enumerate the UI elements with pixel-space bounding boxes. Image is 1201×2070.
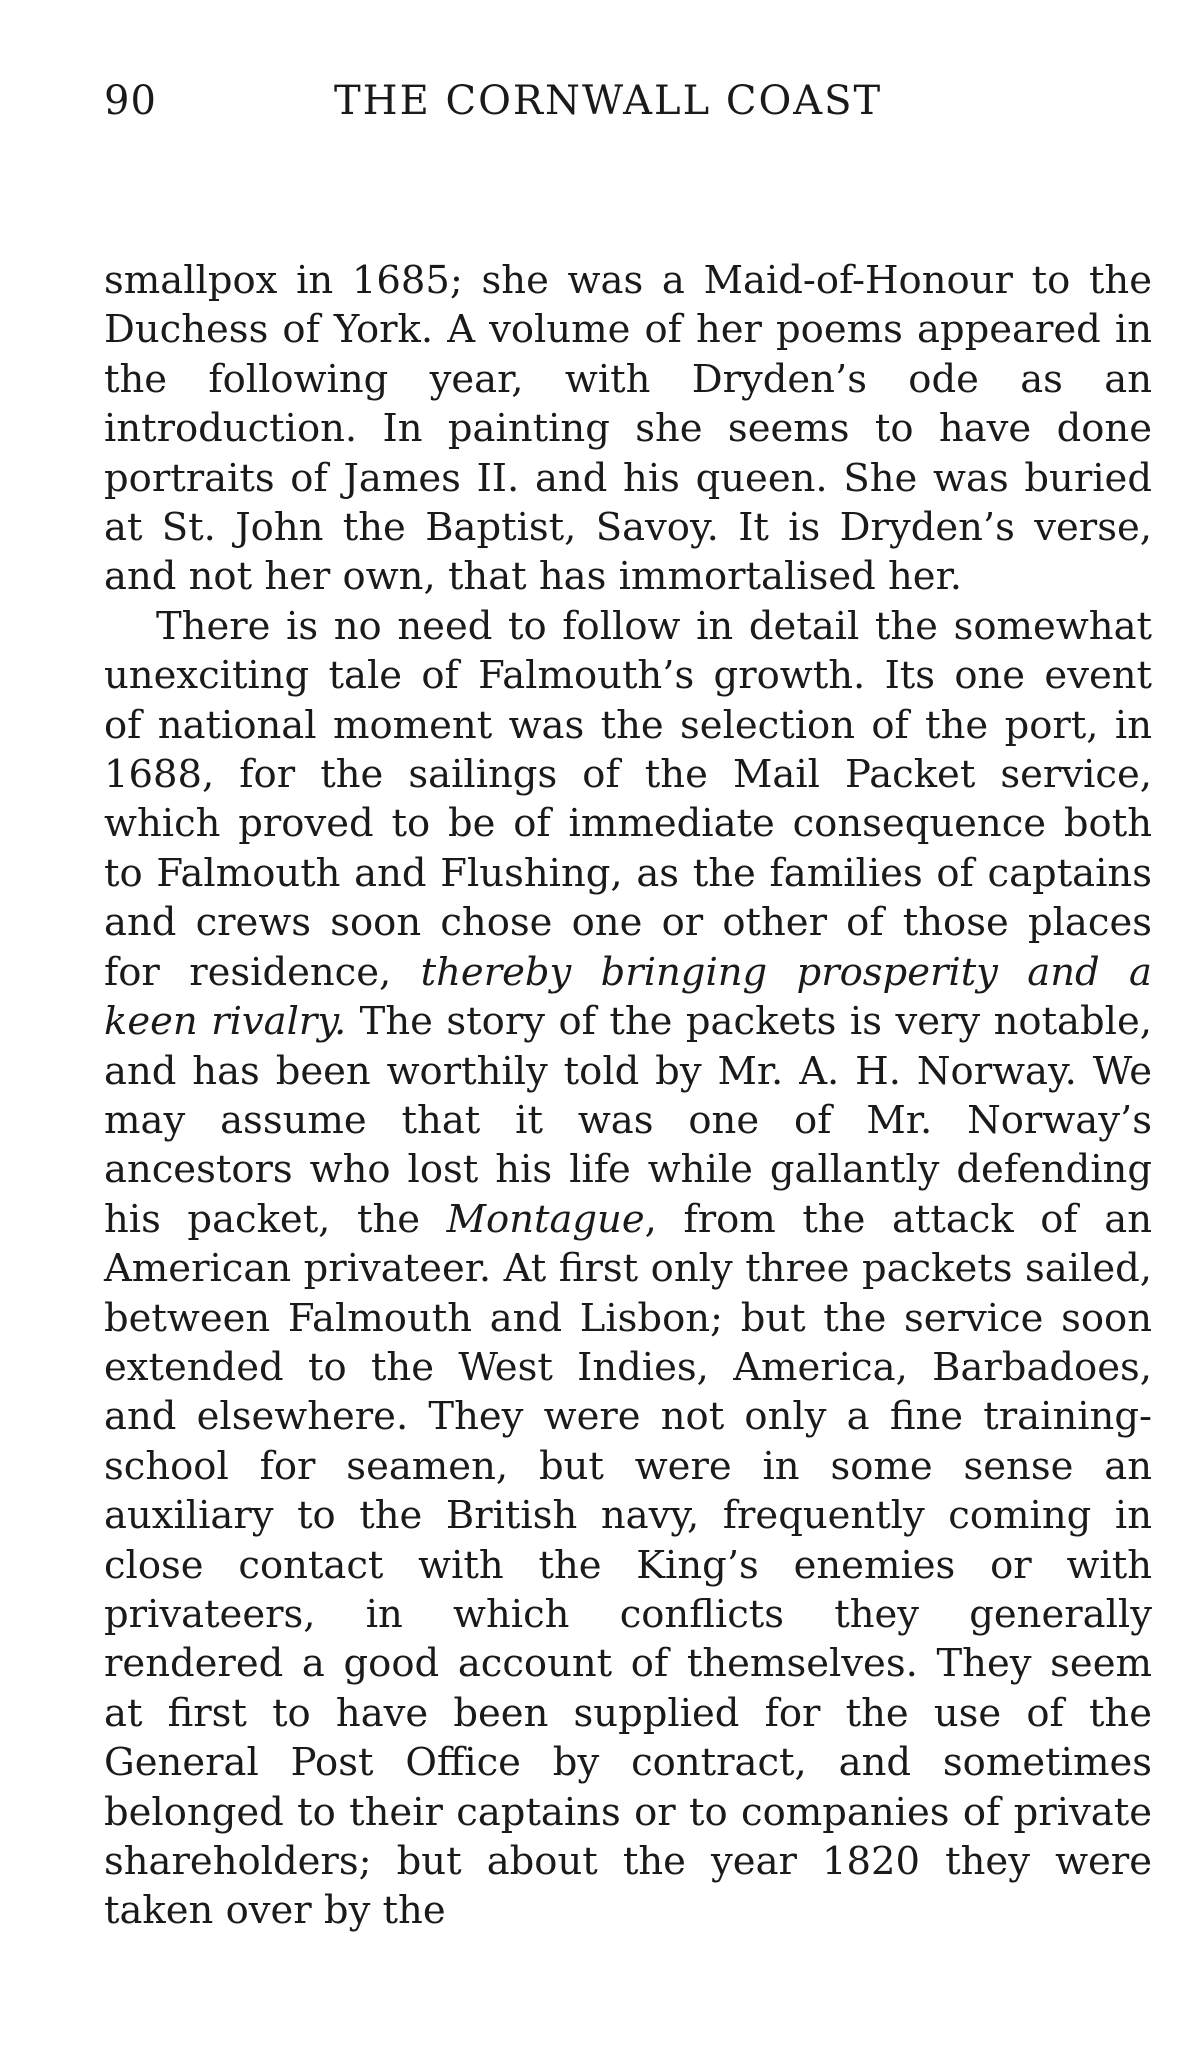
paragraph-2-italic-phrase: thereby bringing prosperity and a keen rivalry.	[104, 949, 1152, 1045]
running-head	[104, 78, 1152, 138]
ship-name-montague: Montague	[446, 1196, 645, 1242]
paragraph-2-text-a: There is no need to follow in detail the somewhat unexciting tale of Falmouth’s growth. Its one event of national moment was the selection of the port, in 1688, for the sailings of the Mail Packet service, which proved to be of immediate consequence both to Falmouth and Flushing, as the families of captains and crews soon chose one or other of those places for residence,	[104, 603, 1152, 995]
paragraph-1-text: smallpox in 1685; she was a Maid-of-Honour to the Duchess of York. A volume of her poems appeared in the following year, with Dryden’s ode as an introduction. In painting she seems to have done portraits of James II. and his queen. She was buried at St. John the Baptist, Savoy. It is Dryden’s verse, and not her own, that has immortalised her.	[104, 258, 1152, 600]
page-number: 90	[104, 78, 157, 124]
paragraph-1	[104, 256, 1152, 602]
paragraph-2	[104, 602, 1152, 1936]
body-text	[104, 256, 1152, 1936]
book-title: THE CORNWALL COAST	[334, 78, 883, 124]
paragraph-2-text-b: The story of the packets is very notable, and has been worthily told by Mr. A. H. Norway. We may assume that it was one of Mr. Norway’s ancestors who lost his life while gallantly defending his packet, the	[104, 999, 1152, 1242]
paragraph-2-text-c: , from the attack of an American privateer. At first only three packets sailed, between Falmouth and Lisbon; but the service soon extended to the West Indies, America, Barbadoes, and elsewhere. They were not only a fine training-school for seamen, but were in some sense an auxiliary to the British navy, frequently coming in close contact with the King’s enemies or with privateers, in which conflicts they generally rendered a good account of themselves. They seem at first to have been supplied for the use of the General Post Office by contract, and sometimes belonged to their captains or to companies of private shareholders; but about the year 1820 they were taken over by the	[104, 1196, 1152, 1934]
book-page	[104, 78, 1152, 1936]
